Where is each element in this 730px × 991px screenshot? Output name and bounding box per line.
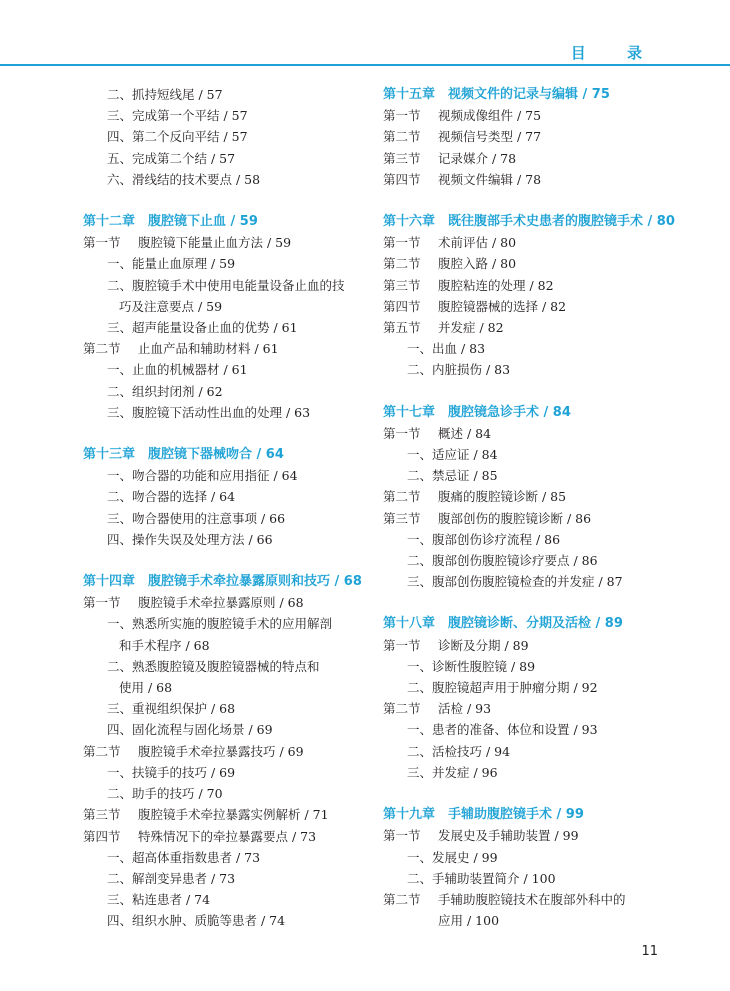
toc-section-entry[interactable] — [383, 253, 673, 274]
toc-section-entry[interactable] — [383, 635, 673, 656]
toc-section-entry[interactable] — [383, 508, 673, 529]
toc-item-entry[interactable]: 一、止血的机械器材 / 61 — [107, 362, 248, 378]
section-number: 第二节 — [383, 129, 421, 145]
toc-chapter-entry[interactable]: 第十七章 腹腔镜急诊手术 / 84 — [383, 404, 571, 420]
section-title: 并发症 / 82 — [438, 320, 504, 336]
toc-chapter-entry[interactable]: 第十二章 腹腔镜下止血 / 59 — [83, 214, 258, 230]
toc-chapter-entry[interactable]: 第十八章 腹腔镜诊断、分期及活检 / 89 — [383, 616, 623, 632]
toc-section-entry[interactable] — [383, 486, 673, 507]
section-number: 第三节 — [383, 510, 421, 526]
section-number: 第三节 — [83, 807, 121, 823]
toc-chapter-entry[interactable]: 第十三章 腹腔镜下器械吻合 / 64 — [83, 447, 284, 463]
toc-section-entry[interactable] — [383, 825, 673, 846]
toc-item-entry[interactable]: 三、完成第一个平结 / 57 — [107, 108, 248, 124]
section-title: 记录媒介 / 78 — [438, 150, 517, 166]
section-title: 发展史及手辅助装置 / 99 — [438, 828, 579, 844]
section-title: 视频信号类型 / 77 — [438, 129, 542, 145]
toc-item-entry[interactable]: 三、吻合器使用的注意事项 / 66 — [107, 510, 286, 526]
section-title: 腹痛的腹腔镜诊断 / 85 — [438, 489, 567, 505]
section-title: 腹腔镜下能量止血方法 / 59 — [138, 235, 292, 251]
toc-section-entry[interactable] — [83, 232, 373, 253]
section-number: 第一节 — [383, 235, 421, 251]
toc-section-entry[interactable] — [383, 698, 673, 719]
toc-chapter-entry[interactable]: 第十六章 既往腹部手术史患者的腹腔镜手术 / 80 — [383, 214, 675, 230]
section-title: 术前评估 / 80 — [438, 235, 517, 251]
toc-section-entry[interactable] — [83, 741, 373, 762]
toc-item-entry[interactable]: 一、诊断性腹腔镜 / 89 — [407, 658, 536, 674]
toc-section-entry[interactable] — [83, 592, 373, 613]
toc-item-entry[interactable]: 二、手辅助装置简介 / 100 — [407, 870, 556, 886]
section-number: 第一节 — [83, 595, 121, 611]
toc-item-entry[interactable]: 三、超声能量设备止血的优势 / 61 — [107, 320, 298, 336]
section-title: 视频成像组件 / 75 — [438, 108, 542, 124]
toc-item-entry[interactable]: 二、活检技巧 / 94 — [407, 743, 511, 759]
toc-section-entry[interactable] — [383, 296, 673, 317]
section-number: 第二节 — [383, 891, 421, 907]
toc-item-entry[interactable]: 一、超高体重指数患者 / 73 — [107, 849, 261, 865]
toc-section-entry[interactable] — [83, 338, 373, 359]
toc-section-entry[interactable] — [383, 148, 673, 169]
section-number: 第二节 — [83, 341, 121, 357]
section-title: 腹部创伤的腹腔镜诊断 / 86 — [438, 510, 592, 526]
section-title: 腹腔镜器械的选择 / 82 — [438, 298, 567, 314]
section-number: 第二节 — [383, 256, 421, 272]
toc-item-entry[interactable]: 一、能量止血原理 / 59 — [107, 256, 236, 272]
toc-item-entry[interactable]: 一、熟悉所实施的腹腔镜手术的应用解剖 — [107, 616, 333, 632]
toc-item-entry[interactable]: 二、助手的技巧 / 70 — [107, 786, 223, 802]
section-number: 第三节 — [383, 150, 421, 166]
toc-item-entry[interactable]: 二、内脏损伤 / 83 — [407, 362, 511, 378]
section-title: 概述 / 84 — [438, 425, 492, 441]
toc-item-entry[interactable]: 二、组织封闭剂 / 62 — [107, 383, 223, 399]
header-rule — [0, 64, 730, 66]
toc-item-entry[interactable]: 四、第二个反向平结 / 57 — [107, 129, 248, 145]
toc-item-entry[interactable]: 三、腹腔镜下活动性出血的处理 / 63 — [107, 404, 311, 420]
toc-item-entry[interactable]: 三、腹部创伤腹腔镜检查的并发症 / 87 — [407, 574, 623, 590]
page-header — [0, 0, 730, 70]
section-number: 第二节 — [383, 489, 421, 505]
section-title: 腹腔镜手术牵拉暴露技巧 / 69 — [138, 743, 304, 759]
toc-item-entry[interactable]: 二、腹腔镜超声用于肿瘤分期 / 92 — [407, 680, 598, 696]
section-number: 第一节 — [83, 235, 121, 251]
section-title: 止血产品和辅助材料 / 61 — [138, 341, 279, 357]
toc-item-entry[interactable]: 一、扶镜手的技巧 / 69 — [107, 764, 236, 780]
section-number: 第五节 — [383, 320, 421, 336]
toc-section-entry[interactable] — [383, 232, 673, 253]
toc-section-entry[interactable] — [383, 889, 673, 910]
toc-section-entry[interactable] — [83, 804, 373, 825]
toc-section-entry[interactable] — [383, 317, 673, 338]
toc-section-entry[interactable] — [383, 275, 673, 296]
toc-item-entry[interactable]: 二、腹部创伤腹腔镜诊疗要点 / 86 — [407, 553, 598, 569]
toc-right-column — [383, 84, 673, 931]
toc-item-entry[interactable]: 二、熟悉腹腔镜及腹腔镜器械的特点和 — [107, 658, 320, 674]
toc-item-entry[interactable]: 四、固化流程与固化场景 / 69 — [107, 722, 273, 738]
section-title: 诊断及分期 / 89 — [438, 637, 529, 653]
toc-item-entry[interactable]: 二、吻合器的选择 / 64 — [107, 489, 236, 505]
toc-section-entry[interactable] — [383, 105, 673, 126]
toc-item-entry[interactable]: 一、患者的准备、体位和设置 / 93 — [407, 722, 598, 738]
section-number: 第一节 — [383, 828, 421, 844]
toc-item-entry[interactable]: 六、滑线结的技术要点 / 58 — [107, 171, 261, 187]
section-title: 腹腔镜手术牵拉暴露实例解析 / 71 — [138, 807, 329, 823]
section-number: 第三节 — [383, 277, 421, 293]
toc-chapter-entry[interactable]: 第十九章 手辅助腹腔镜手术 / 99 — [383, 807, 584, 823]
section-number: 第四节 — [83, 828, 121, 844]
toc-item-entry[interactable]: 三、并发症 / 96 — [407, 764, 498, 780]
toc-section-entry-continued[interactable]: 应用 / 100 — [438, 913, 500, 929]
section-title: 腹腔镜手术牵拉暴露原则 / 68 — [138, 595, 304, 611]
section-title: 特殊情况下的牵拉暴露要点 / 73 — [138, 828, 317, 844]
toc-chapter-entry[interactable]: 第十四章 腹腔镜手术牵拉暴露原则和技巧 / 68 — [83, 574, 362, 590]
section-number: 第一节 — [383, 425, 421, 441]
toc-item-entry[interactable]: 一、发展史 / 99 — [407, 849, 498, 865]
page-number: 11 — [641, 944, 658, 959]
toc-item-entry[interactable]: 二、腹腔镜手术中使用电能量设备止血的技 — [107, 277, 345, 293]
toc-section-entry[interactable] — [383, 126, 673, 147]
toc-item-entry-continued[interactable]: 和手术程序 / 68 — [119, 637, 210, 653]
section-title: 活检 / 93 — [438, 701, 492, 717]
toc-chapter-entry[interactable]: 第十五章 视频文件的记录与编辑 / 75 — [383, 87, 610, 102]
toc-item-entry[interactable]: 一、出血 / 83 — [407, 341, 486, 357]
toc-item-entry[interactable]: 一、适应证 / 84 — [407, 447, 498, 463]
toc-item-entry[interactable]: 一、腹部创伤诊疗流程 / 86 — [407, 531, 561, 547]
toc-left-column — [83, 84, 373, 932]
section-number: 第一节 — [383, 108, 421, 124]
toc-item-entry[interactable]: 二、禁忌证 / 85 — [407, 468, 498, 484]
section-title: 视频文件编辑 / 78 — [438, 171, 542, 187]
toc-item-entry[interactable]: 三、粘连患者 / 74 — [107, 892, 211, 908]
toc-item-entry[interactable]: 一、吻合器的功能和应用指征 / 64 — [107, 468, 298, 484]
section-number: 第二节 — [83, 743, 121, 759]
toc-section-entry[interactable] — [83, 826, 373, 847]
section-number: 第四节 — [383, 171, 421, 187]
section-number: 第一节 — [383, 637, 421, 653]
toc-item-entry[interactable]: 四、操作失误及处理方法 / 66 — [107, 531, 273, 547]
toc-item-entry-continued[interactable]: 使用 / 68 — [119, 680, 173, 696]
section-number: 第四节 — [383, 298, 421, 314]
toc-section-entry[interactable] — [383, 423, 673, 444]
toc-item-entry[interactable]: 二、抓持短线尾 / 57 — [107, 87, 223, 102]
toc-item-entry-continued[interactable]: 巧及注意要点 / 59 — [119, 298, 223, 314]
section-title: 腹腔入路 / 80 — [438, 256, 517, 272]
toc-item-entry[interactable]: 四、组织水肿、质脆等患者 / 74 — [107, 913, 286, 929]
header-title: 目 录 — [570, 44, 660, 62]
section-title: 腹腔粘连的处理 / 82 — [438, 277, 554, 293]
section-title: 手辅助腹腔镜技术在腹部外科中的 — [438, 891, 626, 907]
toc-item-entry[interactable]: 二、解剖变异患者 / 73 — [107, 870, 236, 886]
section-number: 第二节 — [383, 701, 421, 717]
toc-section-entry[interactable] — [383, 169, 673, 190]
toc-item-entry[interactable]: 五、完成第二个结 / 57 — [107, 150, 236, 166]
toc-item-entry[interactable]: 三、重视组织保护 / 68 — [107, 701, 236, 717]
